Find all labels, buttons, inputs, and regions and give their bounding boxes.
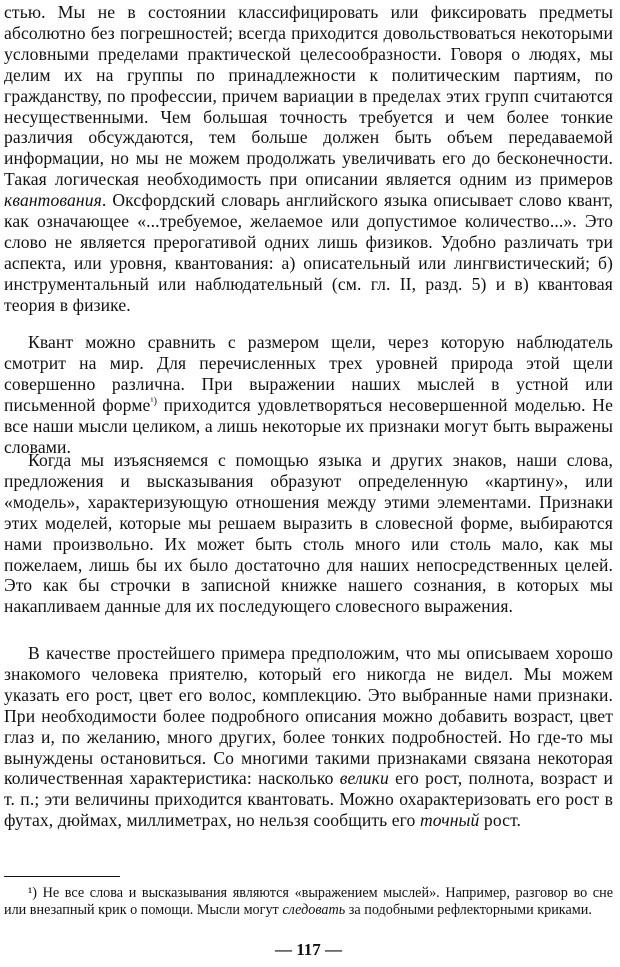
book-page	[4, 0, 613, 967]
footnote-ref: ¹)	[150, 395, 157, 407]
footnote-marker: ¹)	[28, 885, 37, 901]
emphasis-tochny: точный	[419, 810, 480, 831]
footnote-text-a: Не все слова и высказывания являются «выражением мыслей». Например, разговор во сне или внезапный крик о помощи. Мысли могут	[4, 885, 613, 918]
paragraph-1-text-b: . Оксфордский словарь английского языка описывает слово квант, как означающее «...требуемое, желаемое или допустимое количество...». Это слово не является прерогативой одних лишь физиков. Удобно различать три аспекта, или уровня, квантования: а) описательный или лингвистический; б) инструментальный или наблюдательный (см. гл. II, разд. 5) и в) квантовая теория в физике.	[4, 190, 613, 315]
paragraph-2	[4, 332, 613, 457]
paragraph-4-text-b: его рост, полнота, возраст и т. п.; эти величины приходится квантовать. Можно охарактеризовать его рост в футах, дюймах, миллиметрах, но нельзя сообщить его	[4, 768, 613, 831]
footnote-text-b: за подобными рефлекторными криками.	[345, 902, 592, 918]
paragraph-2-text-b: приходится удовлетворяться несовершенной моделью. Не все наши мысли целиком, а лишь некоторые их признаки могут быть выражены словами.	[4, 394, 613, 457]
paragraph-4	[4, 643, 613, 831]
footnote	[4, 885, 613, 919]
footnote-divider	[4, 876, 120, 877]
paragraph-3	[4, 450, 613, 617]
term-kvantovanie: квантования	[4, 190, 102, 211]
paragraph-1	[4, 2, 613, 316]
paragraph-3-text: Когда мы изъясняемся с помощью языка и других знаков, наши слова, предложения и высказывания образуют определенную «картину», или «модель», характеризующую отношения между этими элементами. Признаки этих моделей, которые мы решаем выразить в словесной форме, выбираются нами произвольно. Их может быть столь много или столь мало, как мы пожелаем, лишь бы их было достаточно для наших непосредственных целей. Это как бы строчки в записной книжке нашего сознания, в которых мы накапливаем данные для их последующего словесного выражения.	[4, 450, 613, 617]
paragraph-1-text-a: стью. Мы не в состоянии классифицировать или фиксировать предметы абсолютно без погрешностей; всегда приходится довольствоваться некоторыми условными пределами практической целесообразности. Говоря о людях, мы делим их на группы по принадлежности к политическим партиям, по гражданству, по профессии, причем вариации в пределах этих групп считаются несущественными. Чем большая точность требуется и чем более тонкие различия обсуждаются, тем больше должен быть объем передаваемой информации, но мы не можем продолжать увеличивать его до бесконечности. Такая логическая необходимость при описании является одним из примеров	[4, 2, 613, 190]
paragraph-4-text-c: рост.	[479, 810, 522, 831]
paragraph-2-text-a: Квант можно сравнить с размером щели, через которую наблюдатель смотрит на мир. Для перечисленных трех уровней природа этой щели совершенно различна. При выражении наших мыслей в устной или письменной форме	[4, 332, 613, 415]
emphasis-veliki: велики	[339, 768, 389, 789]
footnote-emphasis: следовать	[282, 902, 346, 918]
page-number: — 117 —	[274, 940, 343, 959]
paragraph-4-text-a: В качестве простейшего примера предположим, что мы описываем хорошо знакомого человека приятелю, который его никогда не видел. Мы можем указать его рост, цвет его волос, комплекцию. Это выбранные нами признаки. При необходимости более подробного описания можно добавить возраст, цвет глаз и, по желанию, много других, более тонких подробностей. Но где-то мы вынуждены остановиться. Со многими такими признаками связана некоторая количественная характеристика: насколько	[4, 643, 613, 789]
